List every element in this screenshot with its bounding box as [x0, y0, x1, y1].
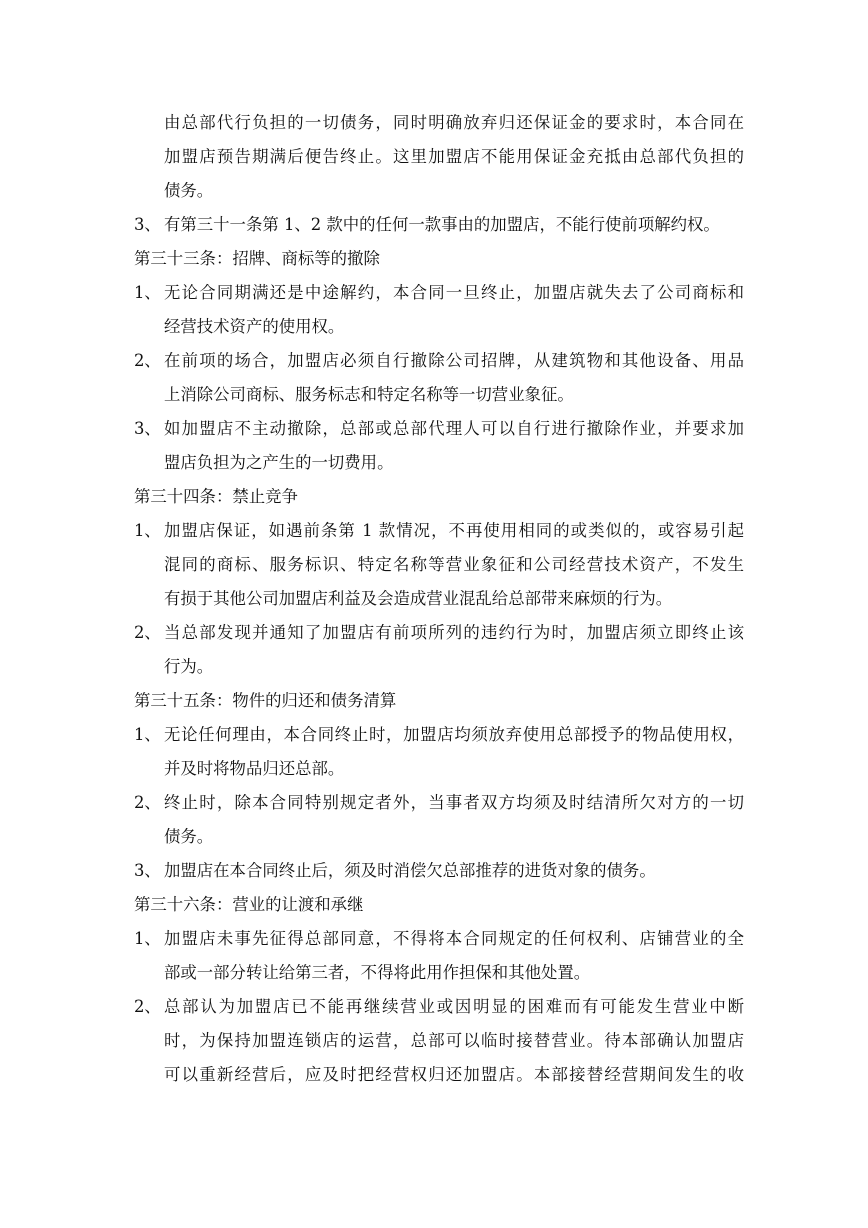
article-36-heading: 第三十六条：营业的让渡和承继: [134, 895, 364, 914]
clause-text: 有损于其他公司加盟店利益及会造成营业混乱给总部带来麻烦的行为。: [164, 589, 673, 608]
clause-text: 混同的商标、服务标识、特定名称等营业象征和公司经营技术资产，不发生: [164, 555, 744, 574]
clause-text: 无论任何理由，本合同终止时，加盟店均须放弃使用总部授予的物品使用权，: [164, 725, 744, 744]
clause-number: 1、: [134, 929, 161, 948]
paragraph-line: [0, 1055, 868, 1095]
clause-text: 债务。: [164, 827, 214, 846]
clause-text: 可以重新经营后，应及时把经营权归还加盟店。本部接替经营期间发生的收: [164, 1065, 744, 1084]
clause-text: 加盟店未事先征得总部同意，不得将本合同规定的任何权利、店铺营业的全: [164, 929, 744, 948]
clause-number: 3、: [134, 215, 161, 234]
clause-text: 有第三十一条第 1、2 款中的任何一款事由的加盟店，不能行使前项解约权。: [164, 215, 720, 234]
clause-text: 经营技术资产的使用权。: [164, 317, 345, 336]
clause-text: 加盟店在本合同终止后，须及时消偿欠总部推荐的进货对象的债务。: [164, 861, 656, 880]
clause-text: 上消除公司商标、服务标志和特定名称等一切营业象征。: [164, 385, 574, 404]
clause-text: 部或一部分转让给第三者，不得将此用作担保和其他处置。: [164, 963, 591, 982]
clause-number: 2、: [134, 623, 161, 642]
article-33-heading: 第三十三条：招牌、商标等的撤除: [134, 249, 380, 268]
clause-number: 1、: [134, 283, 161, 302]
clause-number: 1、: [134, 725, 161, 744]
clause-text: 盟店负担为之产生的一切费用。: [164, 453, 394, 472]
clause-text: 债务。: [164, 181, 214, 200]
article-34-heading: 第三十四条：禁止竞争: [134, 487, 298, 506]
clause-text: 当总部发现并通知了加盟店有前项所列的违约行为时，加盟店须立即终止该: [164, 623, 744, 642]
clause-text: 终止时，除本合同特别规定者外，当事者双方均须及时结清所欠对方的一切: [164, 793, 744, 812]
article-35-heading: 第三十五条：物件的归还和债务清算: [134, 691, 397, 710]
clause-text: 并及时将物品归还总部。: [164, 759, 345, 778]
clause-text: 行为。: [164, 657, 214, 676]
clause-number: 3、: [134, 419, 161, 438]
clause-text: 在前项的场合，加盟店必须自行撤除公司招牌，从建筑物和其他设备、用品: [164, 351, 744, 370]
clause-text: 加盟店预告期满后便告终止。这里加盟店不能用保证金充抵由总部代负担的: [164, 147, 744, 166]
clause-number: 2、: [134, 351, 161, 370]
clause-text: 由总部代行负担的一切债务，同时明确放弃归还保证金的要求时，本合同在: [164, 113, 744, 132]
clause-text: 加盟店保证，如遇前条第 1 款情况，不再使用相同的或类似的，或容易引起: [164, 521, 744, 540]
clause-number: 2、: [134, 997, 161, 1016]
clause-text: 时，为保持加盟连锁店的运营，总部可以临时接替营业。待本部确认加盟店: [164, 1031, 744, 1050]
clause-number: 2、: [134, 793, 161, 812]
clause-text: 无论合同期满还是中途解约，本合同一旦终止，加盟店就失去了公司商标和: [164, 283, 744, 302]
clause-number: 1、: [134, 521, 161, 540]
clause-number: 3、: [134, 861, 161, 880]
clause-text: 如加盟店不主动撤除，总部或总部代理人可以自行进行撤除作业，并要求加: [164, 419, 744, 438]
clause-text: 总部认为加盟店已不能再继续营业或因明显的困难而有可能发生营业中断: [164, 997, 744, 1016]
